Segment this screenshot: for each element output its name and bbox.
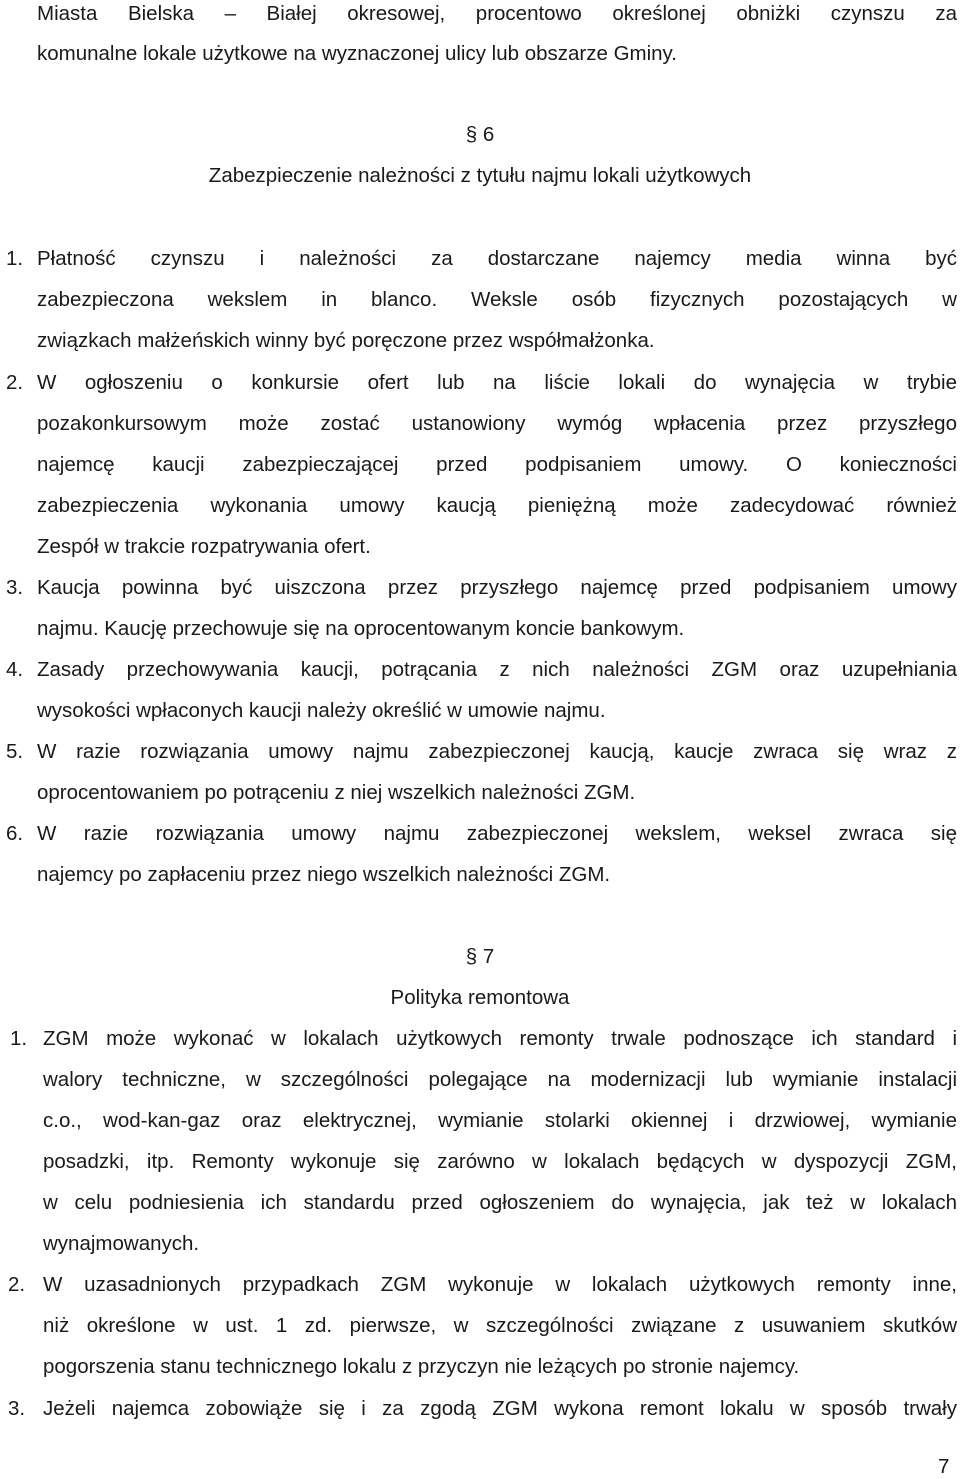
list-item-line: zabezpieczona wekslem in blanco. Weksle osób fizycznych pozostających w bbox=[37, 288, 957, 311]
list-item-number: 1. bbox=[6, 247, 24, 270]
list-item-number: 1. bbox=[10, 1027, 28, 1050]
list-item-line: pogorszenia stanu technicznego lokalu z przyczyn nie leżących po stronie najemcy. bbox=[43, 1355, 800, 1378]
list-item-number: 3. bbox=[8, 1397, 26, 1420]
list-item-line: związkach małżeńskich winny być poręczone przez współmałżonka. bbox=[37, 329, 655, 352]
list-item-number: 2. bbox=[8, 1273, 26, 1296]
list-item-line: W uzasadnionych przypadkach ZGM wykonuje w lokalach użytkowych remonty inne, bbox=[43, 1273, 957, 1296]
list-item-line: wysokości wpłaconych kaucji należy określić w umowie najmu. bbox=[37, 699, 606, 722]
list-item-line: zabezpieczenia wykonania umowy kaucją pieniężną może zadecydować również bbox=[37, 494, 957, 517]
list-item-line: ZGM może wykonać w lokalach użytkowych remonty trwale podnoszące ich standard i bbox=[43, 1027, 957, 1050]
list-item-number: 4. bbox=[6, 658, 24, 681]
list-item-line: najmu. Kaucję przechowuje się na oprocentowanym koncie bankowym. bbox=[37, 617, 685, 640]
list-item-number: 2. bbox=[6, 371, 24, 394]
list-item-line: W razie rozwiązania umowy najmu zabezpieczonej wekslem, weksel zwraca się bbox=[37, 822, 957, 845]
list-item-line: walory techniczne, w szczególności polegające na modernizacji lub wymianie instalacji bbox=[43, 1068, 957, 1091]
list-item-line: W razie rozwiązania umowy najmu zabezpieczonej kaucją, kaucje zwraca się wraz z bbox=[37, 740, 957, 763]
list-item-line: najemcę kaucji zabezpieczającej przed podpisaniem umowy. O konieczności bbox=[37, 453, 957, 476]
list-item-number: 6. bbox=[6, 822, 24, 845]
list-item-line: w celu podniesienia ich standardu przed ogłoszeniem do wynajęcia, jak też w lokalach bbox=[43, 1191, 957, 1214]
list-item-line: Kaucja powinna być uiszczona przez przyszłego najemcę przed podpisaniem umowy bbox=[37, 576, 957, 599]
intro-line: Miasta Bielska – Białej okresowej, procentowo określonej obniżki czynszu za bbox=[37, 2, 957, 25]
list-item-number: 5. bbox=[6, 740, 24, 763]
section-number: § 6 bbox=[465, 123, 495, 146]
list-item-line: wynajmowanych. bbox=[43, 1232, 200, 1255]
list-item-line: Jeżeli najemca zobowiąże się i za zgodą ZGM wykona remont lokalu w sposób trwały bbox=[43, 1397, 957, 1420]
list-item-line: W ogłoszeniu o konkursie ofert lub na liście lokali do wynajęcia w trybie bbox=[37, 371, 957, 394]
section-title: Zabezpieczenie należności z tytułu najmu lokali użytkowych bbox=[208, 164, 752, 187]
list-item-line: Płatność czynszu i należności za dostarczane najemcy media winna być bbox=[37, 247, 957, 270]
list-item-line: oprocentowaniem po potrąceniu z niej wszelkich należności ZGM. bbox=[37, 781, 636, 804]
list-item-line: pozakonkursowym może zostać ustanowiony wymóg wpłacenia przez przyszłego bbox=[37, 412, 957, 435]
list-item-line: najemcy po zapłaceniu przez niego wszelkich należności ZGM. bbox=[37, 863, 611, 886]
list-item-line: niż określone w ust. 1 zd. pierwsze, w szczególności związane z usuwaniem skutków bbox=[43, 1314, 957, 1337]
intro-line: komunalne lokale użytkowe na wyznaczonej ulicy lub obszarze Gminy. bbox=[37, 42, 677, 65]
list-item-line: c.o., wod-kan-gaz oraz elektrycznej, wymianie stolarki okiennej i drzwiowej, wymianie bbox=[43, 1109, 957, 1132]
list-item-line: Zasady przechowywania kaucji, potrącania z nich należności ZGM oraz uzupełniania bbox=[37, 658, 957, 681]
list-item-line: posadzki, itp. Remonty wykonuje się zarówno w lokalach będących w dyspozycji ZGM, bbox=[43, 1150, 957, 1173]
section-title: Polityka remontowa bbox=[390, 986, 570, 1009]
list-item-number: 3. bbox=[6, 576, 24, 599]
section-number: § 7 bbox=[465, 945, 495, 968]
page-number: 7 bbox=[938, 1455, 950, 1478]
list-item-line: Zespół w trakcie rozpatrywania ofert. bbox=[37, 535, 371, 558]
